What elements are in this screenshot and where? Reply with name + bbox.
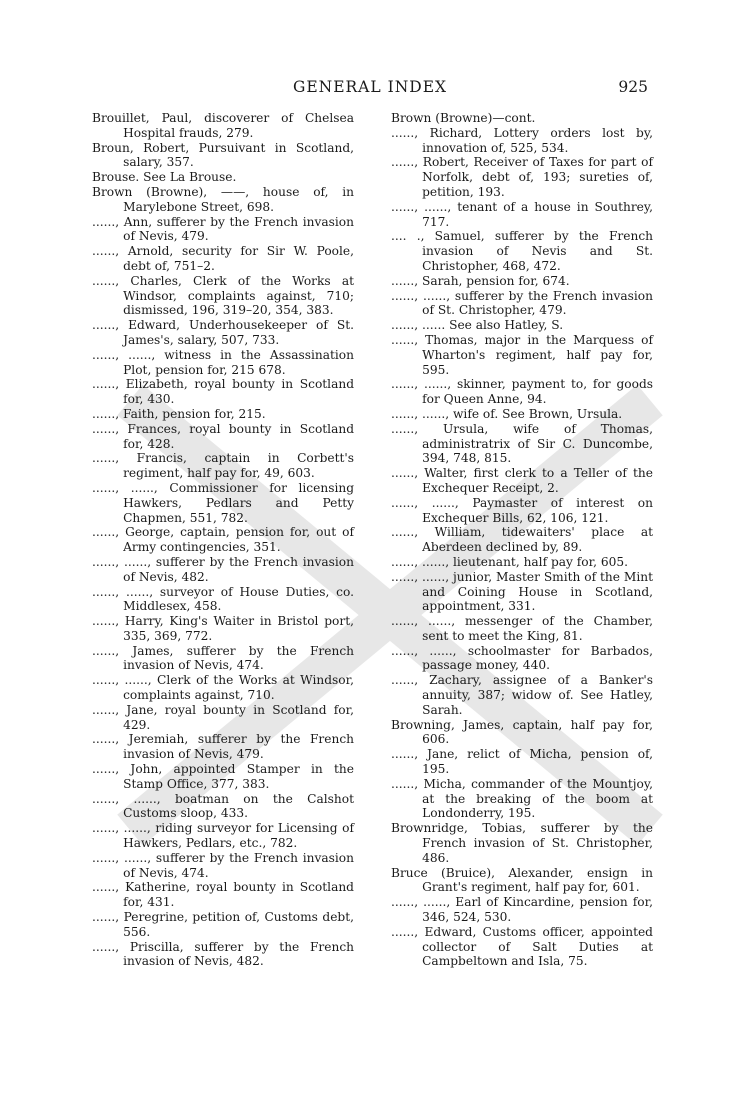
- index-entry: ......, Ursula, wife of Thomas, administratrix of Sir C. Duncombe, 394, 748, 815.: [391, 421, 653, 466]
- index-entry: ......, Richard, Lottery orders lost by, innovation of, 525, 534.: [391, 125, 653, 155]
- index-entry: ......, ......, boatman on the Calshot Customs sloop, 433.: [92, 791, 354, 821]
- index-entry: Broun, Robert, Pursuivant in Scotland, salary, 357.: [92, 140, 354, 170]
- index-entry: ......, James, sufferer by the French invasion of Nevis, 474.: [92, 643, 354, 673]
- index-entry: Browning, James, captain, half pay for, 606.: [391, 717, 653, 747]
- index-entry: ......, ......, Commissioner for licensing Hawkers, Pedlars and Petty Chapmen, 551, 782.: [92, 480, 354, 525]
- index-entry: ......, ......, messenger of the Chamber, sent to meet the King, 81.: [391, 614, 653, 643]
- index-entry: Brown (Browne)—cont.: [391, 111, 536, 125]
- index-entry: ......, Katherine, royal bounty in Scotland for, 431.: [92, 880, 354, 910]
- index-entry: Brouillet, Paul, discoverer of Chelsea Hospital frauds, 279.: [92, 111, 354, 140]
- index-entry: ......, Thomas, major in the Marquess of Wharton's regiment, half pay for, 595.: [391, 332, 653, 377]
- index-entry: ......, Micha, commander of the Mountjoy, at the breaking of the boom at Londonderry, 195.: [391, 776, 653, 821]
- index-entry: ......, Ann, sufferer by the French invasion of Nevis, 479.: [92, 214, 354, 244]
- index-entry: ......, Sarah, pension for, 674.: [391, 273, 570, 288]
- index-entry: ......, Jane, royal bounty in Scotland for, 429.: [92, 702, 354, 732]
- index-entry: Brownridge, Tobias, sufferer by the French invasion of St. Christopher, 486.: [391, 821, 653, 865]
- index-entry: ......, Walter, first clerk to a Teller of the Exchequer Receipt, 2.: [391, 466, 653, 495]
- index-entry: ......, ......, sufferer by the French invasion of St. Christopher, 479.: [391, 288, 653, 318]
- index-entry: ......, Jeremiah, sufferer by the French invasion of Nevis, 479.: [92, 732, 354, 762]
- index-entry: ......, ......, Paymaster of interest on Exchequer Bills, 62, 106, 121.: [391, 495, 653, 525]
- left-column: [92, 111, 354, 969]
- index-entry: ......, ......, Earl of Kincardine, pension for, 346, 524, 530.: [391, 895, 653, 925]
- index-entry: ......, ......, sufferer by the French invasion of Nevis, 474.: [92, 850, 354, 880]
- index-entry: Brouse. See La Brouse.: [92, 170, 237, 185]
- page-number: 925: [618, 78, 648, 96]
- index-entry: ......, Peregrine, petition of, Customs debt, 556.: [92, 910, 354, 939]
- index-entry: ......, George, captain, pension for, out of Army contingencies, 351.: [92, 525, 354, 555]
- index-entry: ......, ......, Clerk of the Works at Windsor, complaints against, 710.: [92, 673, 354, 703]
- index-entry: ......, Edward, Customs officer, appointed collector of Salt Duties at Campbeltown and Isla, 75.: [391, 924, 653, 969]
- index-entry: ......, John, appointed Stamper in the Stamp Office, 377, 383.: [92, 762, 354, 791]
- index-entry: ......, Francis, captain in Corbett's regiment, half pay for, 49, 603.: [92, 451, 354, 481]
- index-entry: ......, Elizabeth, royal bounty in Scotland for, 430.: [92, 377, 354, 407]
- index-entry: ......, Frances, royal bounty in Scotland for, 428.: [92, 421, 354, 451]
- index-entry: ......, ......, skinner, payment to, for goods for Queen Anne, 94.: [391, 377, 653, 407]
- index-entry: ......, Arnold, security for Sir W. Poole, debt of, 751–2.: [92, 244, 354, 273]
- running-title: GENERAL INDEX: [292, 78, 448, 96]
- index-entry: Brown (Browne), ——, house of, in Marylebone Street, 698.: [92, 184, 354, 214]
- index-entry: ......, Priscilla, sufferer by the French invasion of Nevis, 482.: [92, 939, 354, 969]
- index-entry: ......, Charles, Clerk of the Works at Windsor, complaints against, 710; dismissed, 196, 319–20, 354, 383.: [92, 273, 354, 318]
- index-entry: ......, ......, junior, Master Smith of the Mint and Coining House in Scotland, appointment, 331.: [391, 569, 653, 614]
- right-column: [391, 111, 653, 969]
- index-entry: ......, Zachary, assignee of a Banker's annuity, 387; widow of. See Hatley, Sarah.: [391, 673, 653, 717]
- index-entry: Bruce (Bruice), Alexander, ensign in Grant's regiment, half pay for, 601.: [391, 865, 653, 895]
- index-entry: ......, ......, lieutenant, half pay for, 605.: [391, 554, 629, 569]
- index-entry: ......, ......, wife of. See Brown, Ursula.: [391, 406, 623, 421]
- index-entry: ......, ......, tenant of a house in Southrey, 717.: [391, 199, 653, 229]
- index-entry: ......, Faith, pension for, 215.: [92, 406, 266, 421]
- index-entry: ......, ......, riding surveyor for Licensing of Hawkers, Pedlars, etc., 782.: [92, 821, 354, 851]
- index-entry: .... ., Samuel, sufferer by the French invasion of Nevis and St. Christopher, 468, 472.: [391, 229, 653, 273]
- index-entry: ......, Jane, relict of Micha, pension of, 195.: [391, 747, 653, 777]
- index-entry: ......, ......, sufferer by the French invasion of Nevis, 482.: [92, 554, 354, 584]
- page-header: [92, 78, 648, 102]
- index-entry: ......, ......, schoolmaster for Barbados, passage money, 440.: [391, 643, 653, 673]
- index-entry: ......, Edward, Underhousekeeper of St. James's, salary, 507, 733.: [92, 318, 354, 347]
- index-entry: ......, William, tidewaiters' place at Aberdeen declined by, 89.: [391, 525, 653, 555]
- index-entry: ......, ......, witness in the Assassination Plot, pension for, 215 678.: [92, 347, 354, 377]
- index-entry: ......, ......, surveyor of House Duties, co. Middlesex, 458.: [92, 584, 354, 614]
- index-entry: ......, ...... See also Hatley, S.: [391, 318, 564, 333]
- index-entry: ......, Harry, King's Waiter in Bristol port, 335, 369, 772.: [92, 614, 354, 643]
- index-entry: ......, Robert, Receiver of Taxes for part of Norfolk, debt of, 193; sureties of, petition, 193.: [391, 155, 653, 199]
